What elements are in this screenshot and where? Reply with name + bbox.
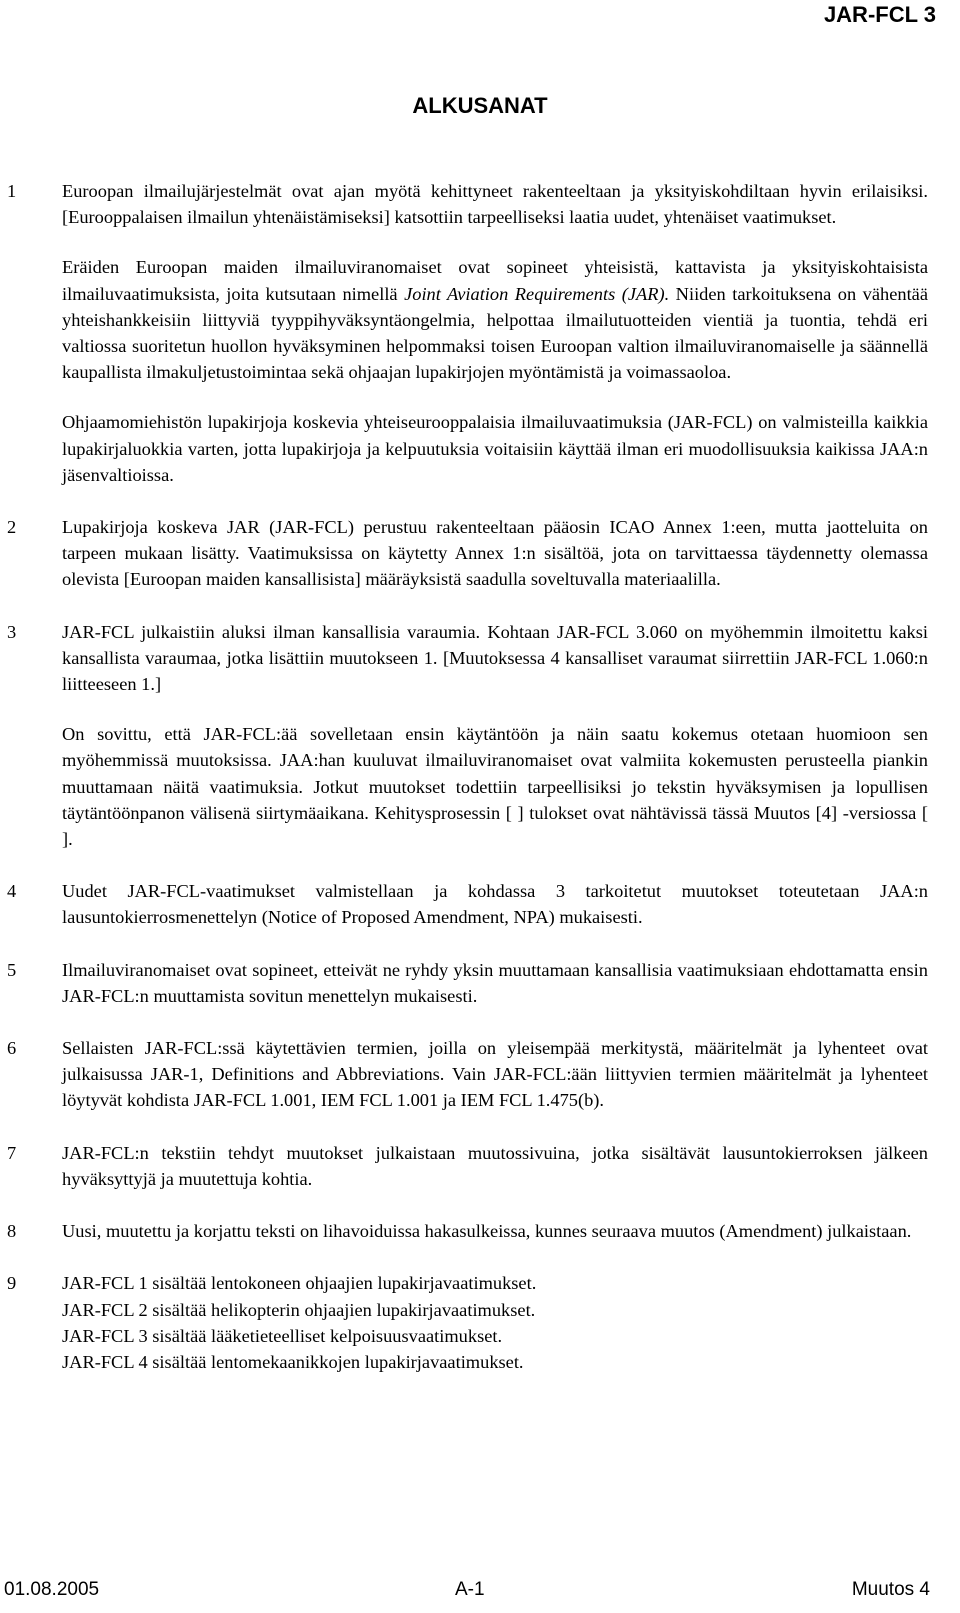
list-line: JAR-FCL 3 sisältää lääketieteelliset kelpoisuusvaatimukset. <box>62 1325 503 1346</box>
paragraph: Uusi, muutettu ja korjattu teksti on lihavoiduissa hakasulkeissa, kunnes seuraava muutos (Amendment) julkaistaan. <box>62 1221 912 1242</box>
document-body <box>0 178 960 1375</box>
list-line: JAR-FCL 2 sisältää helikopterin ohjaajien lupakirjavaatimukset. <box>62 1299 536 1320</box>
section-number: 5 <box>7 959 17 980</box>
section-8 <box>0 1218 960 1244</box>
document-id-header: JAR-FCL 3 <box>823 2 936 27</box>
paragraph: Ohjaamomiehistön lupakirjoja koskevia yhteiseurooppalaisia ilmailuvaatimuksia (JAR-FCL) on valmisteilla kaikkia lupakirjaluokkia varten, jotta lupakirjoja ja kelpuutuksia voitaisiin käyttää ilman eri muodollisuuksia kaikissa JAA:n jäsenvaltioissa. <box>62 412 928 485</box>
paragraph: JAR-FCL:n tekstiin tehdyt muutokset julkaistaan muutossivuina, jotka sisältävät lausuntokierroksen jälkeen hyväksyttyjä ja muutettuja kohtia. <box>62 1142 928 1189</box>
section-2 <box>0 514 960 593</box>
paragraph-text: Eräiden Euroopan maiden ilmailuviranomaiset ovat sopineet yhteisistä, kattavista ja yksityiskohtaisista ilmailuvaatimuksista, joita kutsutaan nimellä <box>62 257 928 304</box>
footer-page-number: A-1 <box>455 1579 485 1600</box>
footer-date: 01.08.2005 <box>4 1579 100 1600</box>
section-1 <box>0 178 960 488</box>
paragraph: Ilmailuviranomaiset ovat sopineet, etteivät ne ryhdy yksin muuttamaan kansallisia vaatimuksiaan ehdottamatta ensin JAR-FCL:n muuttamista sovitun menettelyn mukaisesti. <box>62 959 928 1006</box>
section-7 <box>0 1140 960 1192</box>
jar-term: Joint Aviation Requirements (JAR). <box>404 283 670 304</box>
paragraph: Euroopan ilmailujärjestelmät ovat ajan myötä kehittyneet rakenteeltaan ja yksityiskohdiltaan hyvin erilaisiksi. [Eurooppalaisen ilmailun yhtenäistämiseksi] katsottiin tarpeelliseksi laatia uudet, yhtenäiset vaatimukset. <box>62 181 928 228</box>
section-6 <box>0 1035 960 1114</box>
section-number: 1 <box>7 181 17 201</box>
paragraph: Uudet JAR-FCL-vaatimukset valmistellaan ja kohdassa 3 tarkoitetut muutokset toteutetaan JAA:n lausuntokierrosmenettelyn (Notice of Proposed Amendment, NPA) mukaisesti. <box>62 881 928 928</box>
paragraph: Lupakirjoja koskeva JAR (JAR-FCL) perustuu rakenteeltaan pääosin ICAO Annex 1:een, mutta jaotteluita on tarpeen mukaan lisätty. Vaatimuksissa on käytetty Annex 1:n sisältöä, jota on tarvittaessa täydennetty olemassa olevista [Euroopan maiden kansallisista] määräyksistä saadulla soveltuvalla materiaalilla. <box>62 517 928 590</box>
paragraph-text: Niiden tarkoituksena on vähentää yhteishankkeisiin liittyviä tyyppihyväksyntäongelmia, helpottaa ilmailutuotteiden vientiä ja tuontia, tehdä eri valtiossa suoritetun huollon hyväksyminen helpommaksi toisen Euroopan valtion ilmailuviranomaiselle ja säännellä kaupallista ilmakuljetustoimintaa sekä ohjaajan lupakirjojen myöntämistä ja voimassaoloa. <box>62 283 928 383</box>
footer-amendment: Muutos 4 <box>851 1579 930 1600</box>
paragraph: On sovittu, että JAR-FCL:ää sovelletaan ensin käytäntöön ja näin saatu kokemus otetaan huomioon sen myöhemmissä muutoksissa. JAA:han kuuluvat ilmailuviranomaiset ovat valmiita kokemusten perusteella piankin muuttamaan näitä vaatimuksia. Jotkut muutokset todettiin tarpeellisiksi jo tekstin hyväksymisen ja lopullisen täytäntöönpanon välisenä siirtymäaikana. Kehitysprosessin [ ] tulokset ovat nähtävissä tässä Muutos [4] -versiossa [ ]. <box>62 724 928 850</box>
paragraph: Sellaisten JAR-FCL:ssä käytettävien termien, joilla on yleisempää merkitystä, määritelmät ja lyhenteet ovat julkaisussa JAR-1, Definitions and Abbreviations. Vain JAR-FCL:ään liittyvien termien määritelmät ja lyhenteet löytyvät kohdista JAR-FCL 1.001, IEM FCL 1.001 ja IEM FCL 1.475(b). <box>62 1038 928 1111</box>
paragraph: JAR-FCL julkaistiin aluksi ilman kansallisia varaumia. Kohtaan JAR-FCL 3.060 on myöhemmin ilmoitettu kaksi kansallista varaumaa, jotka lisättiin muutokseen 1. [Muutoksessa 4 kansalliset varaumat siirrettiin JAR-FCL 1.060:n liitteeseen 1.] <box>62 621 928 695</box>
list-line: JAR-FCL 1 sisältää lentokoneen ohjaajien lupakirjavaatimukset. <box>62 1273 537 1294</box>
section-number: 4 <box>7 881 17 902</box>
section-number: 9 <box>7 1273 17 1294</box>
section-number: 3 <box>7 621 17 642</box>
page-title: ALKUSANAT <box>412 93 548 118</box>
section-number: 7 <box>7 1142 17 1163</box>
section-5 <box>0 957 960 1009</box>
section-9 <box>0 1270 960 1375</box>
list-line: JAR-FCL 4 sisältää lentomekaanikkojen lupakirjavaatimukset. <box>62 1351 524 1372</box>
section-number: 6 <box>7 1038 17 1059</box>
paragraph <box>62 254 928 385</box>
section-3 <box>0 619 960 853</box>
section-number: 8 <box>7 1221 17 1242</box>
section-4 <box>0 878 960 930</box>
section-number: 2 <box>7 517 17 538</box>
